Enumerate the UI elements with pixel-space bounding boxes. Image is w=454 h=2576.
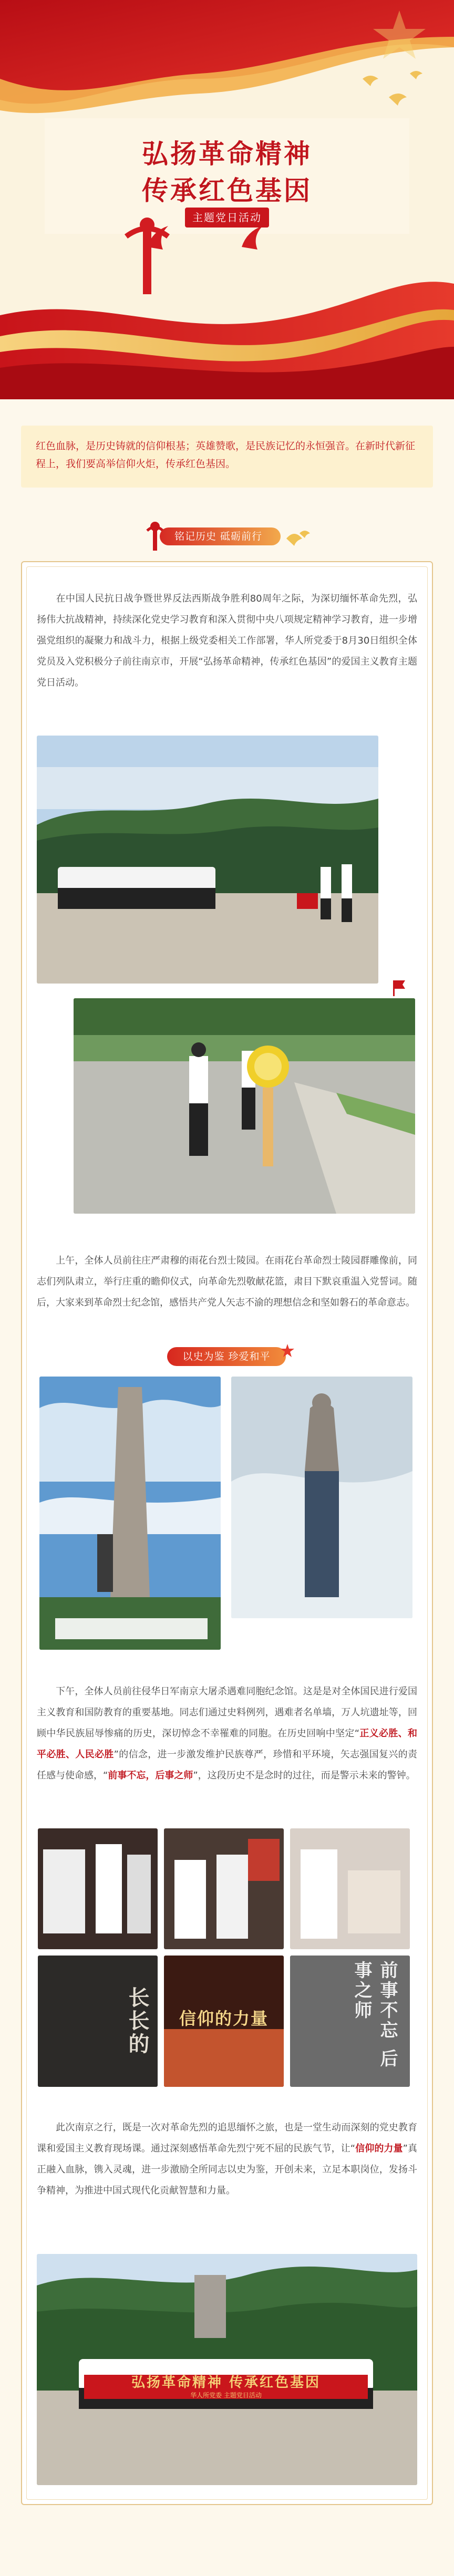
paragraph-afternoon: 下午，全体人员前往侵华日军南京大屠杀遇难同胞纪念馆。这是是对全体国民进行爱国主义教育和国防教育的重要基地。同志们通过史料例列，遇难者名单墙，万人坑遗址等，回顾中华民族屈辱惨痛的历史，深切悼念不幸罹难的同胞。在历史回响中坚定“正义必胜、和平必胜、人民必胜”的信念，进一步激发维护民族尊严，珍惜和平环境，矢志强国复兴的责任感与使命感，“前事不忘，后事之师”，这段历史不是念时的过往，而是警示未来的警钟。 [37,1686,418,1781]
wall-text-2: 信仰的力量 [179,2009,269,2029]
highlight-history: 前事不忘，后事之师 [108,1770,193,1781]
hero-banner [0,0,454,399]
photo-wreath-laying [74,998,415,1214]
photo-museum-3 [290,1828,410,1949]
group-banner-text: 弘扬革命精神 传承红色基因 [131,2375,321,2391]
hero-title-line1: 弘扬革命精神 [142,139,312,169]
page-footer [0,2517,454,2576]
paragraph-intro [37,588,417,694]
photo-wall-inscription [38,1956,158,2087]
highlight-justice: 正义必胜、和平必胜、人民必胜 [37,1728,417,1760]
photo-museum-2 [164,1828,284,1949]
dove-icon [284,525,315,546]
highlight-faith: 信仰的力量 [355,2143,403,2154]
wall-text-1: 长长的 [125,1987,149,2056]
paragraph-summary: 此次南京之行，既是一次对革命先烈的追思缅怀之旅，也是一堂生动而深刻的党史教育课和爱国主义教育现场课。通过深刻感悟革命先烈宁死不屈的民族气节，让“信仰的力量”真正融入血脉，镌入灵魂，进一步激励全所同志以史为鉴，开创未来，立足本职岗位，发扬斗争精神，为推进中国式现代化贡献智慧和力量。 [37,2122,418,2196]
activity-badge: 主题党日活动 [185,208,269,227]
paragraph-morning-text: 上午，全体人员前往庄严肃穆的雨花台烈士陵园。在雨花台革命烈士陵园群雕像前，同志们列队肃立，举行庄重的瞻仰仪式，向革命先烈敬献花篮，肃目下默哀重温入党誓词。随后，大家来到革命烈士纪念馆，感悟共产党人矢志不渝的理想信念和坚如磐石的革命意志。 [37,1255,417,1308]
photo-monument-tower [39,1377,221,1650]
star-icon [280,1343,295,1359]
flag-icon [389,977,410,998]
wall-text-3: 前事不忘 后事之师 [351,1961,398,2069]
paragraph-intro-text: 在中国人民抗日战争暨世界反法西斯战争胜利80周年之际，为深切缅怀革命先烈，弘扬伟大抗战精神，持续深化党史学习教育和深入贯彻中央八项规定精神学习教育，进一步增强党组织的凝聚力和战斗力，根据上级党委相关工作部署，华人所党委于8月30日组织全体党员及入党积极分子前往南京市，开展“弘扬革命精神，传承红色基因”的爱国主义教育主题党日活动。 [37,593,417,688]
section-title-peace: 以史为鉴 珍爱和平 [167,1347,286,1366]
intro-text: 红色血脉，是历史铸就的信仰根基；英雄赞歌，是民族记忆的永恒强音。在新时代新征程上，我们要高举信仰火炬，传承红色基因。 [36,440,416,470]
photo-group-banner [37,2254,417,2485]
intro-box [21,426,433,488]
section-header-history [142,520,315,551]
group-banner-subtext: 华人所党委 主题党日活动 [190,2392,262,2399]
section-header-peace [158,1343,296,1369]
section-title-history: 铭记历史 砥砺前行 [160,527,281,545]
hero-title-line2: 传承红色基因 [142,175,312,206]
photo-lessons-wall [290,1956,410,2087]
photo-statue [231,1377,412,1618]
paragraph-morning [37,1250,417,1313]
photo-museum-1 [38,1828,158,1949]
hero-title-card [45,118,409,234]
photo-faith-hall [164,1956,284,2087]
photo-group-oath [37,736,378,984]
